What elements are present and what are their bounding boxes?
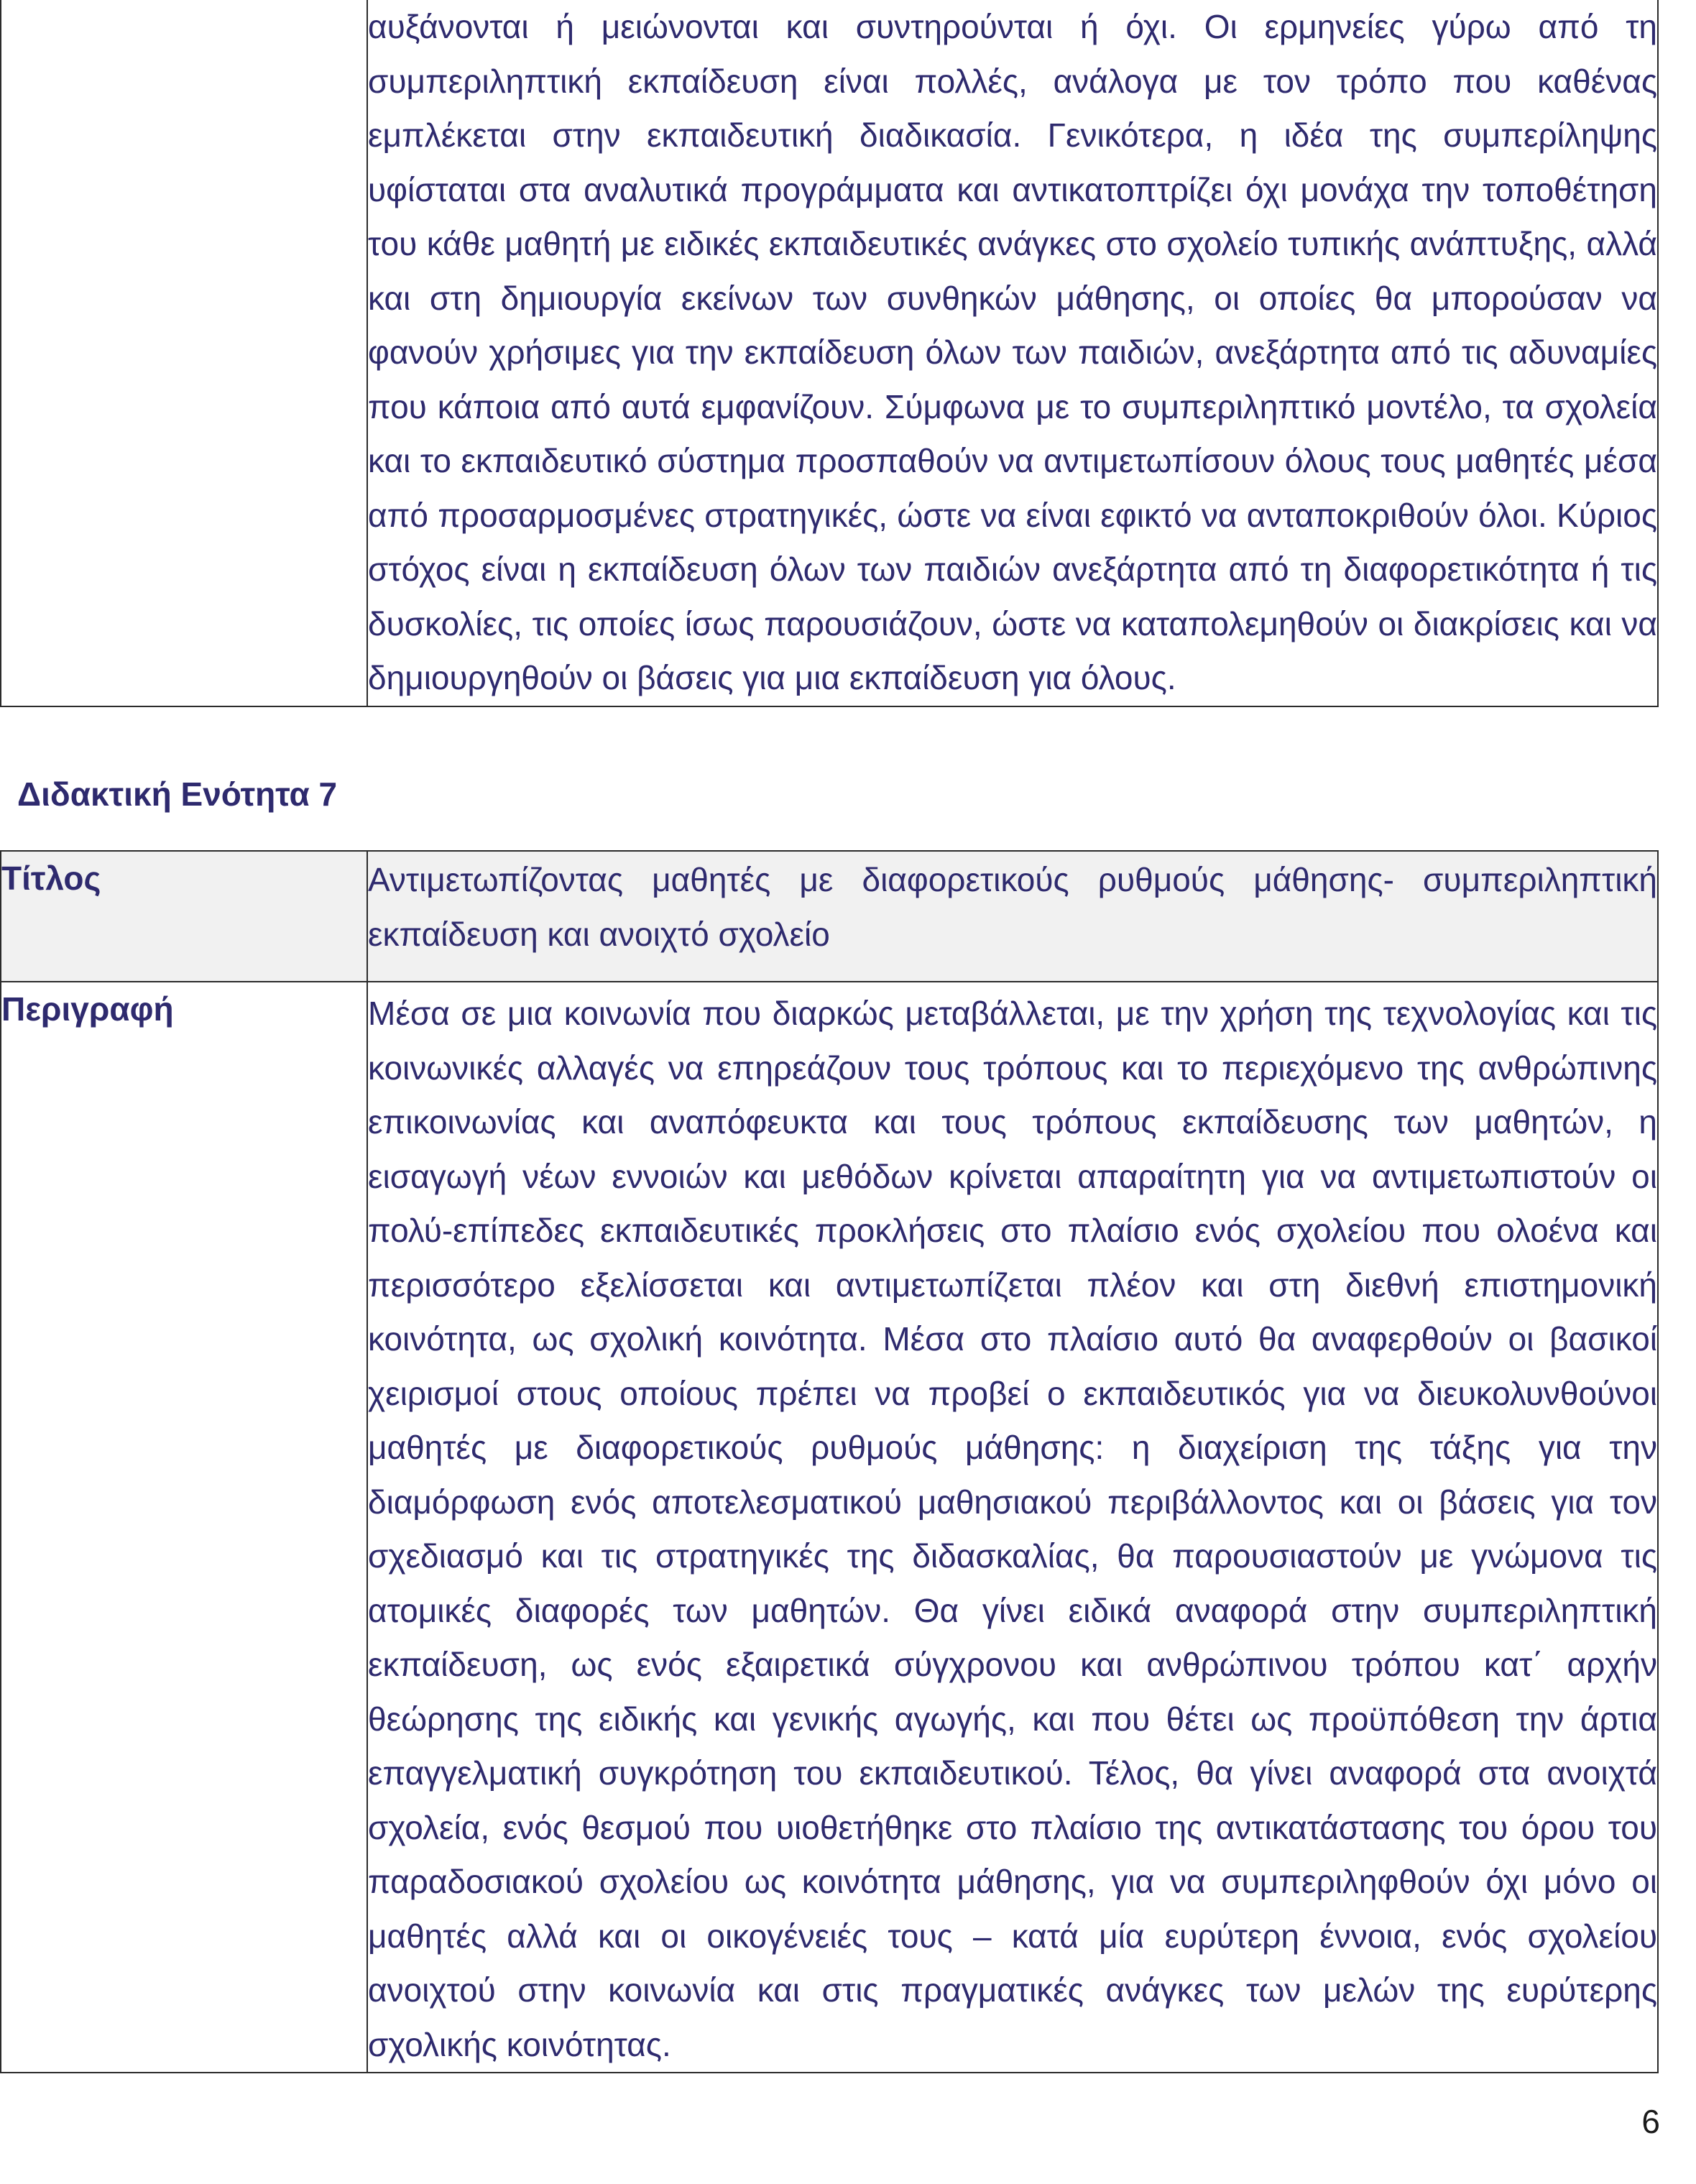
table-row-title	[1, 851, 1658, 982]
unit-table	[0, 850, 1659, 2073]
continued-table	[0, 0, 1659, 707]
section-heading: Διδακτική Ενότητα 7	[17, 775, 338, 813]
table-row	[1, 0, 1658, 706]
table-row-description	[1, 982, 1658, 2073]
continued-description-text: αυξάνονται ή μειώνονται και συντηρούνται ή όχι. Οι ερμηνείες γύρω από τη συμπεριληπτική εκπαίδευση είναι πολλές, ανάλογα με τον τρόπο που καθένας εμπλέκεται στην εκπαιδευτική διαδικασία. Γενικότερα, η ιδέα της συμπερίληψης υφίσταται στα αναλυτικά προγράμματα και αντικατοπτρίζει όχι μονάχα την τοποθέτηση του κάθε μαθητή με ειδικές εκπαιδευτικές ανάγκες στο σχολείο τυπικής ανάπτυξης, αλλά και στη δημιουργία εκείνων των συνθηκών μάθησης, οι οποίες θα μπορούσαν να φανούν χρήσιμες για την εκπαίδευση όλων των παιδιών, ανεξάρτητα από τις αδυναμίες που κάποια από αυτά εμφανίζουν. Σύμφωνα με το συμπεριληπτικό μοντέλο, τα σχολεία και το εκπαιδευτικό σύστημα προσπαθούν να αντιμετωπίσουν όλους τους μαθητές μέσα από προσαρμοσμένες στρατηγικές, ώστε να είναι εφικτό να ανταποκριθούν όλοι. Κύριος στόχος είναι η εκπαίδευση όλων των παιδιών ανεξάρτητα από τη διαφορετικότητα ή τις δυσκολίες, τις οποίες ίσως παρουσιάζουν, ώστε να καταπολεμηθούν οι διακρίσεις και να δημιουργηθούν οι βάσεις για μια εκπαίδευση για όλους.	[367, 0, 1658, 706]
title-value: Αντιμετωπίζοντας μαθητές με διαφορετικούς ρυθμούς μάθησης- συμπεριληπτική εκπαίδευση και ανοιχτό σχολείο	[367, 851, 1658, 982]
empty-label-cell	[1, 0, 367, 706]
description-value: Μέσα σε μια κοινωνία που διαρκώς μεταβάλλεται, με την χρήση της τεχνολογίας και τις κοινωνικές αλλαγές να επηρεάζουν τους τρόπους και το περιεχόμενο της ανθρώπινης επικοινωνίας και αναπόφευκτα και τους τρόπους εκπαίδευσης των μαθητών, η εισαγωγή νέων εννοιών και μεθόδων κρίνεται απαραίτητη για να αντιμετωπιστούν οι πολύ-επίπεδες εκπαιδευτικές προκλήσεις στο πλαίσιο ενός σχολείου που ολοένα και περισσότερο εξελίσσεται και αντιμετωπίζεται πλέον και στη διεθνή επιστημονική κοινότητα, ως σχολική κοινότητα. Μέσα στο πλαίσιο αυτό θα αναφερθούν οι βασικοί χειρισμοί στους οποίους πρέπει να προβεί ο εκπαιδευτικός για να διευκολυνθούνοι μαθητές με διαφορετικούς ρυθμούς μάθησης: η διαχείριση της τάξης για την διαμόρφωση ενός αποτελεσματικού μαθησιακού περιβάλλοντος και οι βάσεις για τον σχεδιασμό και τις στρατηγικές της διδασκαλίας, θα παρουσιαστούν με γνώμονα τις ατομικές διαφορές των μαθητών. Θα γίνει ειδικά αναφορά στην συμπεριληπτική εκπαίδευση, ως ενός εξαιρετικά σύγχρονου και ανθρώπινου τρόπου κατ΄ αρχήν θεώρησης της ειδικής και γενικής αγωγής, και που θέτει ως προϋπόθεση την άρτια επαγγελματική συγκρότηση του εκπαιδευτικού. Τέλος, θα γίνει αναφορά στα ανοιχτά σχολεία, ενός θεσμού που υιοθετήθηκε στο πλαίσιο της αντικατάστασης του όρου του παραδοσιακού σχολείου ως κοινότητα μάθησης, για να συμπεριληφθούν όχι μόνο οι μαθητές αλλά και οι οικογένειές τους – κατά μία ευρύτερη έννοια, ενός σχολείου ανοιχτού στην κοινωνία και στις πραγματικές ανάγκες των μελών της ευρύτερης σχολικής κοινότητας.	[367, 982, 1658, 2073]
title-label: Τίτλος	[1, 851, 367, 982]
description-label: Περιγραφή	[1, 982, 367, 2073]
page-number: 6	[1641, 2103, 1660, 2140]
